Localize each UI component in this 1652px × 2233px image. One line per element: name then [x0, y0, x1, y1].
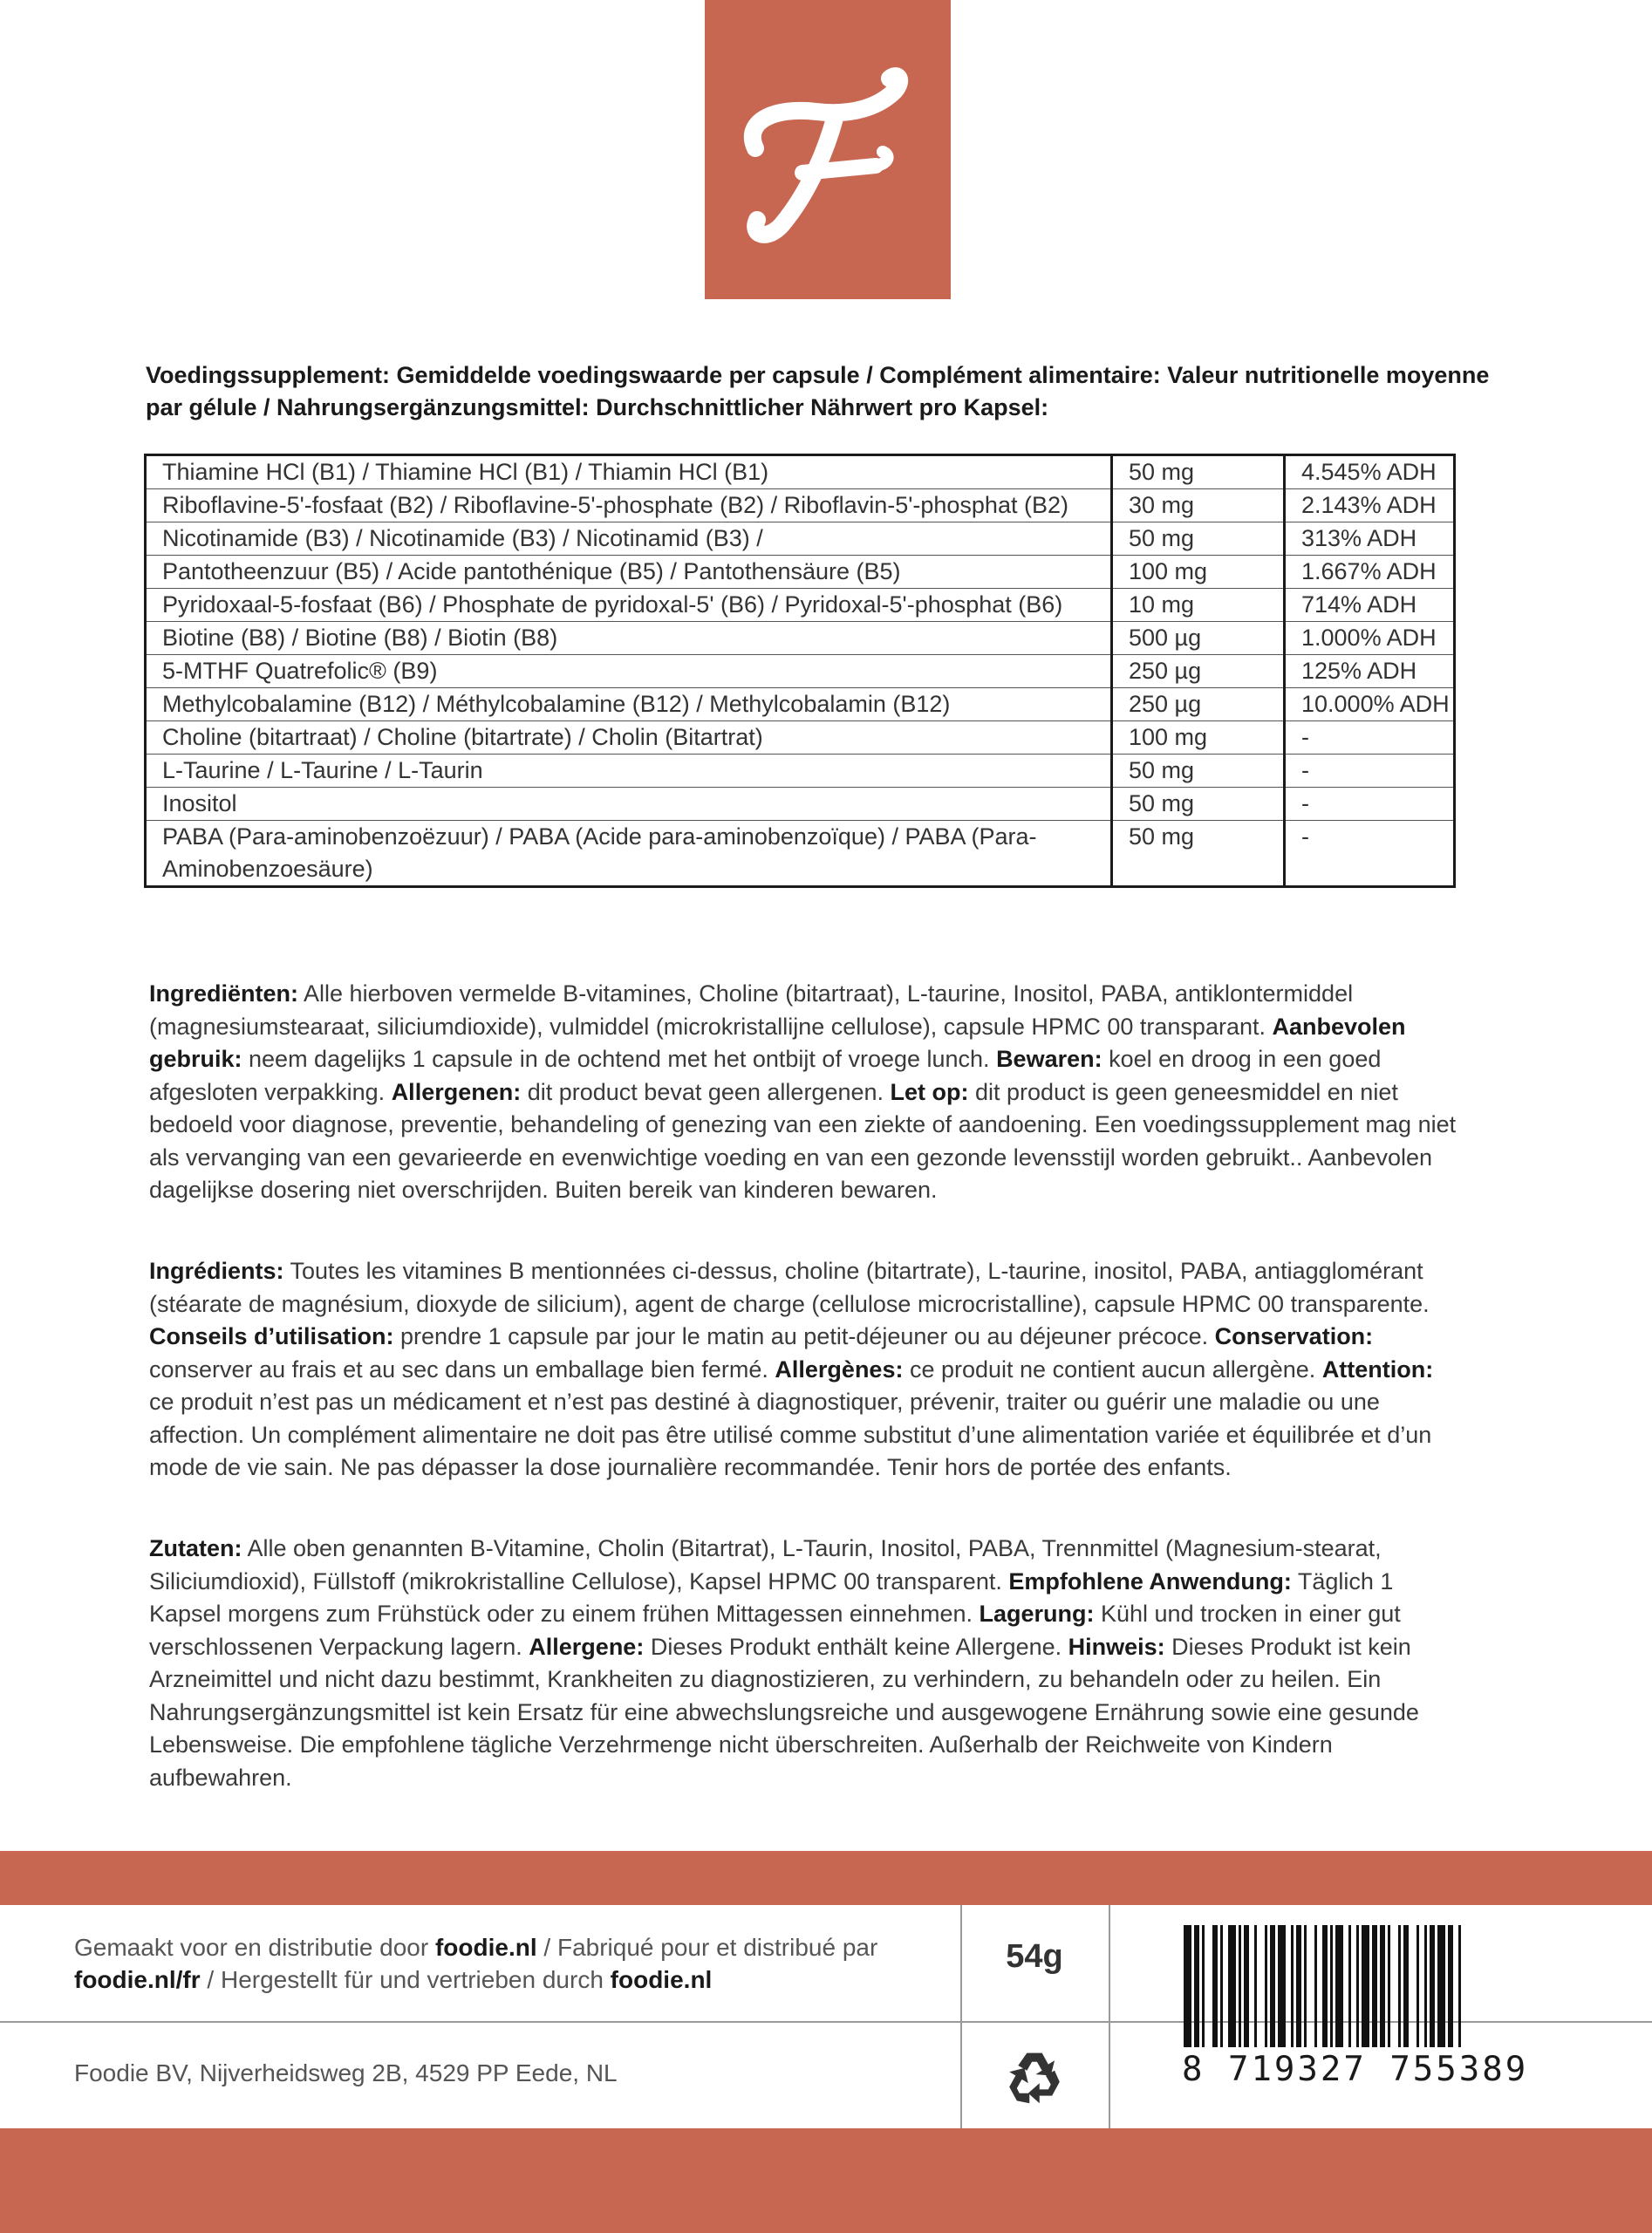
fr-allergens-text: ce produit ne contient aucun allergène.: [903, 1356, 1322, 1383]
maker-text: / Fabriqué pour et distribué par: [536, 1934, 878, 1961]
fr-warning-label: Attention:: [1321, 1356, 1434, 1383]
nutrient-name: Pantotheenzuur (B5) / Acide pantothénique (B5) / Pantothensäure (B5): [146, 556, 1112, 589]
fr-allergens-label: Allergènes:: [775, 1356, 904, 1383]
nutrient-name: Biotine (B8) / Biotine (B8) / Biotin (B8): [146, 622, 1112, 655]
net-weight: 54g: [1006, 1938, 1063, 1975]
manufacturer-info: [74, 1931, 929, 1996]
footer-band-bottom: [0, 2128, 1652, 2233]
fr-ingredients-text: Toutes les vitamines B mentionnées ci-dessus, choline (bitartrate), L-taurine, inositol, PABA, antiagglomérant (stéarate de magnésium, dioxyde de silicium), agent de charge (cellulose microcristalline), capsule HPMC 00 transparente.: [149, 1258, 1430, 1317]
nutrition-row: [146, 788, 1455, 821]
website-link[interactable]: foodie.nl: [434, 1934, 537, 1961]
nutrition-row: [146, 721, 1455, 755]
foodie-f-logo-icon: [705, 0, 951, 299]
nutrient-daily-value: -: [1285, 721, 1455, 755]
de-warning-label: Hinweis:: [1068, 1633, 1165, 1660]
nutrient-daily-value: 714% ADH: [1285, 589, 1455, 622]
nutrient-daily-value: 125% ADH: [1285, 655, 1455, 688]
nutrient-daily-value: 10.000% ADH: [1285, 688, 1455, 721]
nl-storage-text: koel en droog in een goed afgesloten verpakking.: [149, 1046, 1382, 1105]
footer-divider: [1109, 1905, 1110, 2128]
nutrient-amount: 500 µg: [1112, 622, 1285, 655]
nutrition-row: [146, 556, 1455, 589]
fr-usage-label: Conseils d’utilisation:: [149, 1323, 394, 1349]
nutrient-amount: 50 mg: [1112, 522, 1285, 556]
de-usage-text: Täglich 1 Kapsel morgens zum Frühstück oder zu einem frühen Mittagessen einnehmen.: [149, 1567, 1394, 1627]
french-info: [149, 1255, 1457, 1485]
german-info: [149, 1533, 1457, 1794]
barcode-number: 8 719327 755389: [1182, 2050, 1529, 2089]
nutrient-name: Riboflavine-5'-fosfaat (B2) / Riboflavine-5'-phosphate (B2) / Riboflavin-5'-phosphat (B2): [146, 489, 1112, 522]
nutrient-name: PABA (Para-aminobenzoëzuur) / PABA (Acide para-aminobenzoïque) / PABA (Para-Aminobenzoesäure): [146, 821, 1112, 887]
nl-ingredients-text: Alle hierboven vermelde B-vitamines, Choline (bitartraat), L-taurine, Inositol, PABA, antiklontermiddel (magnesiumstearaat, siliciumdioxide), vulmiddel (microkristallijne cellulose), capsule HPMC 00 transparant.: [149, 980, 1354, 1040]
nl-usage-text: neem dagelijks 1 capsule in de ochtend met het ontbijt of vroege lunch.: [242, 1046, 997, 1072]
nl-storage-label: Bewaren:: [996, 1046, 1102, 1072]
nutrition-row: [146, 821, 1455, 887]
nl-warning-label: Let op:: [890, 1078, 969, 1105]
footer-band-top: [0, 1851, 1652, 1905]
nutrient-amount: 50 mg: [1112, 821, 1285, 887]
nutrient-amount: 100 mg: [1112, 556, 1285, 589]
nutrient-daily-value: -: [1285, 755, 1455, 788]
maker-text: / Hergestellt für und vertrieben durch: [200, 1966, 611, 1993]
nutrient-amount: 250 µg: [1112, 688, 1285, 721]
nutrient-name: Methylcobalamine (B12) / Méthylcobalamine (B12) / Methylcobalamin (B12): [146, 688, 1112, 721]
de-allergens-label: Allergene:: [529, 1633, 645, 1660]
nutrient-daily-value: 1.000% ADH: [1285, 622, 1455, 655]
fr-ingredients-label: Ingrédients:: [149, 1258, 284, 1284]
fr-storage-label: Conservation:: [1214, 1323, 1374, 1349]
nl-warning-text: dit product is geen geneesmiddel en niet bedoeld voor diagnose, preventie, behandeling of genezing van een ziekte of aandoening. Een voedingssupplement mag niet als vervanging van een gevarieerde en evenwichtige voeding en van een gezonde levensstijl worden gebruikt.. Aanbevolen dagelijkse dosering niet overschrijden. Buiten bereik van kinderen bewaren.: [149, 1078, 1457, 1203]
nutrition-row: [146, 589, 1455, 622]
de-warning-text: Dieses Produkt ist kein Arzneimittel und nicht dazu bestimmt, Krankheiten zu diagnostizieren, zu verhindern, zu behandeln oder zu heilen. Ein Nahrungsergänzungsmittel ist kein Ersatz für eine abwechslungsreiche und ausgewogene Ernährung sowie eine gesunde Lebensweise. Die empfohlene tägliche Verzehrmenge nicht überschreiten. Außerhalb der Reichweite von Kindern aufbewahren.: [149, 1633, 1419, 1791]
nutrient-daily-value: 1.667% ADH: [1285, 556, 1455, 589]
nutrition-row: [146, 522, 1455, 556]
website-link[interactable]: foodie.nl: [610, 1966, 713, 1993]
nutrient-amount: 50 mg: [1112, 788, 1285, 821]
nutrient-amount: 100 mg: [1112, 721, 1285, 755]
nutrition-row: [146, 622, 1455, 655]
recycle-icon: [1003, 2045, 1066, 2108]
fr-storage-text: conserver au frais et au sec dans un emballage bien fermé.: [149, 1356, 775, 1383]
nl-ingredients-label: Ingrediënten:: [149, 980, 299, 1007]
nutrition-table: [144, 454, 1456, 888]
nutrient-daily-value: -: [1285, 821, 1455, 887]
nutrition-row: [146, 489, 1455, 522]
de-ingredients-label: Zutaten:: [149, 1535, 242, 1561]
de-ingredients-text: Alle oben genannten B-Vitamine, Cholin (Bitartrat), L-Taurin, Inositol, PABA, Trennmittel (Magnesium-stearat, Siliciumdioxid), Füllstoff (mikrokristalline Cellulose), Kapsel HPMC 00 transparent.: [149, 1535, 1382, 1595]
brand-logo: [705, 0, 951, 299]
nutrition-heading: Voedingssupplement: Gemiddelde voedingswaarde per capsule / Complément alimentaire: Valeur nutritionelle moyenne par gélule / Nahrungsergänzungsmittel: Durchschnittlicher Nährwert pro Kapsel:: [146, 362, 1490, 420]
nutrient-daily-value: 313% ADH: [1285, 522, 1455, 556]
nutrient-daily-value: 2.143% ADH: [1285, 489, 1455, 522]
de-allergens-text: Dieses Produkt enthält keine Allergene.: [644, 1633, 1068, 1660]
fr-usage-text: prendre 1 capsule par jour le matin au petit-déjeuner ou au déjeuner précoce.: [393, 1323, 1215, 1349]
nutrient-name: 5-MTHF Quatrefolic® (B9): [146, 655, 1112, 688]
nutrition-row: [146, 688, 1455, 721]
nl-allergens-label: Allergenen:: [391, 1078, 522, 1105]
nutrient-name: Nicotinamide (B3) / Nicotinamide (B3) / Nicotinamid (B3) /: [146, 522, 1112, 556]
nutrient-amount: 250 µg: [1112, 655, 1285, 688]
nutrition-row: [146, 655, 1455, 688]
nutrient-amount: 10 mg: [1112, 589, 1285, 622]
nutrient-name: Inositol: [146, 788, 1112, 821]
nl-usage-label: Aanbevolen gebruik:: [149, 1013, 1406, 1072]
de-usage-label: Empfohlene Anwendung:: [1008, 1567, 1292, 1595]
nutrient-amount: 50 mg: [1112, 455, 1285, 489]
company-address: Foodie BV, Nijverheidsweg 2B, 4529 PP Eede, NL: [74, 2059, 618, 2086]
nutrient-name: L-Taurine / L-Taurine / L-Taurin: [146, 755, 1112, 788]
fr-warning-text: ce produit n’est pas un médicament et n’est pas destiné à diagnostiquer, prévenir, traiter ou guérir une maladie ou une affection. Un complément alimentaire ne doit pas être utilisé comme substitut d’une alimentation variée et équilibrée et d’un mode de vie sain. Ne pas dépasser la dose journalière recommandée. Tenir hors de portée des enfants.: [149, 1389, 1432, 1480]
nutrient-daily-value: -: [1285, 788, 1455, 821]
nutrition-row: [146, 455, 1455, 489]
nutrient-name: Pyridoxaal-5-fosfaat (B6) / Phosphate de pyridoxal-5' (B6) / Pyridoxal-5'-phosphat (B6): [146, 589, 1112, 622]
nutrition-row: [146, 755, 1455, 788]
nutrient-daily-value: 4.545% ADH: [1285, 455, 1455, 489]
maker-text: Gemaakt voor en distributie door: [74, 1934, 435, 1961]
de-storage-label: Lagerung:: [979, 1601, 1095, 1627]
nutrient-amount: 50 mg: [1112, 755, 1285, 788]
website-link-fr[interactable]: foodie.nl/fr: [74, 1966, 201, 1993]
nl-allergens-text: dit product bevat geen allergenen.: [521, 1078, 891, 1105]
nutrient-name: Choline (bitartraat) / Choline (bitartrate) / Cholin (Bitartrat): [146, 721, 1112, 755]
nutrient-amount: 30 mg: [1112, 489, 1285, 522]
dutch-info: [149, 978, 1457, 1207]
nutrient-name: Thiamine HCl (B1) / Thiamine HCl (B1) / Thiamin HCl (B1): [146, 455, 1112, 489]
de-storage-text: Kühl und trocken in einer gut verschlossenen Verpackung lagern.: [149, 1601, 1401, 1660]
barcode: [1182, 1925, 1513, 2049]
footer-divider: [960, 1905, 962, 2128]
